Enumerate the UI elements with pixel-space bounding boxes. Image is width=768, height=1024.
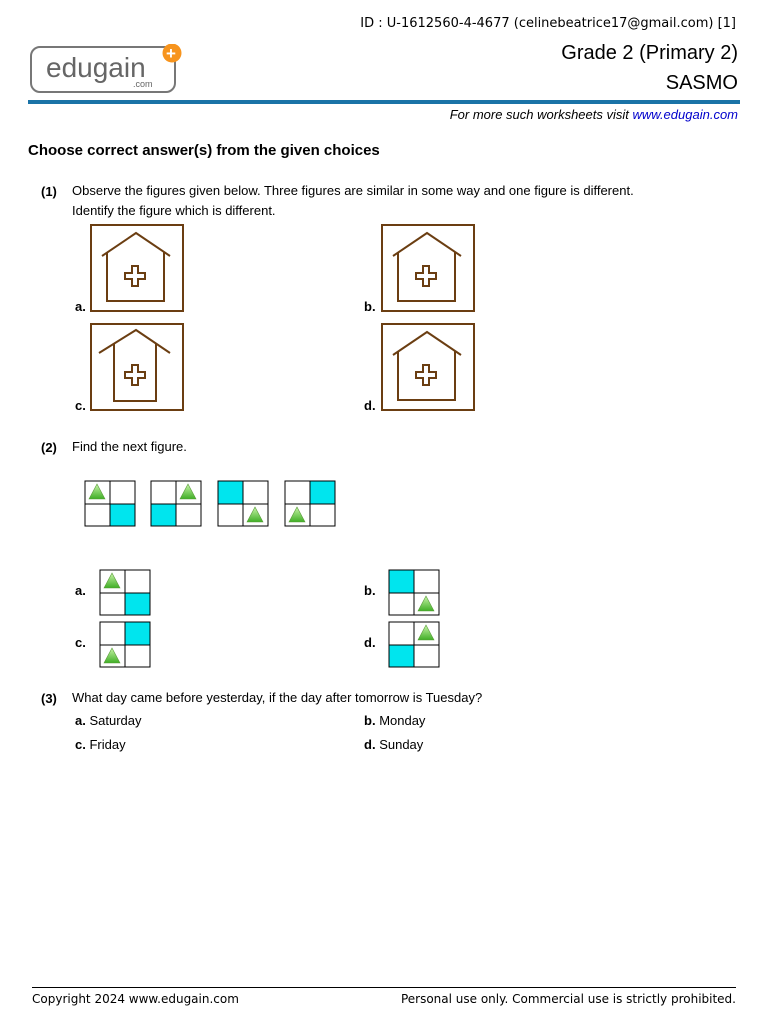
q3-option-a-label: a.	[75, 713, 86, 728]
footer-rights: Personal use only. Commercial use is strictly prohibited.	[400, 992, 736, 1006]
q2-option-c-label[interactable]: c.	[75, 635, 86, 650]
question-1-text	[72, 181, 634, 221]
promo-link[interactable]: www.edugain.com	[632, 107, 738, 122]
subject-title: SASMO	[665, 72, 738, 94]
q3-option-c-value: Friday	[89, 737, 126, 752]
q2-option-c-figure[interactable]	[99, 621, 151, 668]
q1-option-c-house-figure[interactable]	[90, 323, 184, 411]
q3-option-c[interactable]	[75, 737, 126, 752]
q2-sequence-figure-4	[284, 480, 336, 527]
question-3-number: (3)	[41, 691, 57, 706]
q2-option-b-label[interactable]: b.	[364, 583, 376, 598]
question-3-text: What day came before yesterday, if the day after tomorrow is Tuesday?	[72, 690, 483, 705]
q3-option-b-value: Monday	[379, 713, 426, 728]
footer-rule	[32, 987, 736, 988]
q1-option-d-house-figure[interactable]	[381, 323, 475, 411]
question-2-text: Find the next figure.	[72, 439, 187, 454]
q3-option-c-label: c.	[75, 737, 86, 752]
svg-text:+: +	[166, 44, 176, 63]
student-id-line: ID : U-1612560-4-4677 (celinebeatrice17@gmail.com) [1]	[360, 16, 736, 31]
q2-sequence-figure-1	[84, 480, 136, 527]
q3-option-d[interactable]	[364, 737, 423, 752]
question-1-text-line1: Observe the figures given below. Three figures are similar in some way and one figure is different.	[72, 183, 634, 198]
q3-option-b[interactable]	[364, 713, 425, 728]
grade-title: Grade 2 (Primary 2)	[561, 42, 738, 64]
q1-option-a-label[interactable]: a.	[75, 299, 86, 314]
q3-option-b-label: b.	[364, 713, 376, 728]
instructions: Choose correct answer(s) from the given choices	[28, 142, 380, 159]
q1-option-c-label[interactable]: c.	[75, 398, 86, 413]
q2-sequence-figure-2	[150, 480, 202, 527]
promo-line	[450, 107, 738, 122]
q3-option-d-value: Sunday	[379, 737, 424, 752]
q3-option-a-value: Saturday	[89, 713, 142, 728]
question-2-number: (2)	[41, 440, 57, 455]
promo-prefix: For more such worksheets visit	[449, 107, 633, 122]
question-1-number: (1)	[41, 184, 57, 199]
svg-text:.com: .com	[133, 79, 153, 89]
edugain-logo[interactable]	[30, 44, 186, 96]
q1-option-b-house-figure[interactable]	[381, 224, 475, 312]
q1-option-b-label[interactable]: b.	[364, 299, 376, 314]
q2-option-a-label[interactable]: a.	[75, 583, 86, 598]
q1-option-a-house-figure[interactable]	[90, 224, 184, 312]
q3-option-d-label: d.	[364, 737, 376, 752]
q2-option-b-figure[interactable]	[388, 569, 440, 616]
q2-sequence-figure-3	[217, 480, 269, 527]
header-rule	[28, 100, 740, 104]
question-1-text-line2: Identify the figure which is different.	[72, 203, 276, 218]
q2-option-d-figure[interactable]	[388, 621, 440, 668]
q1-option-d-label[interactable]: d.	[364, 398, 376, 413]
q2-option-a-figure[interactable]	[99, 569, 151, 616]
svg-text:edugain: edugain	[46, 52, 146, 83]
q3-option-a[interactable]	[75, 713, 142, 728]
footer-copyright: Copyright 2024 www.edugain.com	[32, 992, 239, 1006]
q2-option-d-label[interactable]: d.	[364, 635, 376, 650]
